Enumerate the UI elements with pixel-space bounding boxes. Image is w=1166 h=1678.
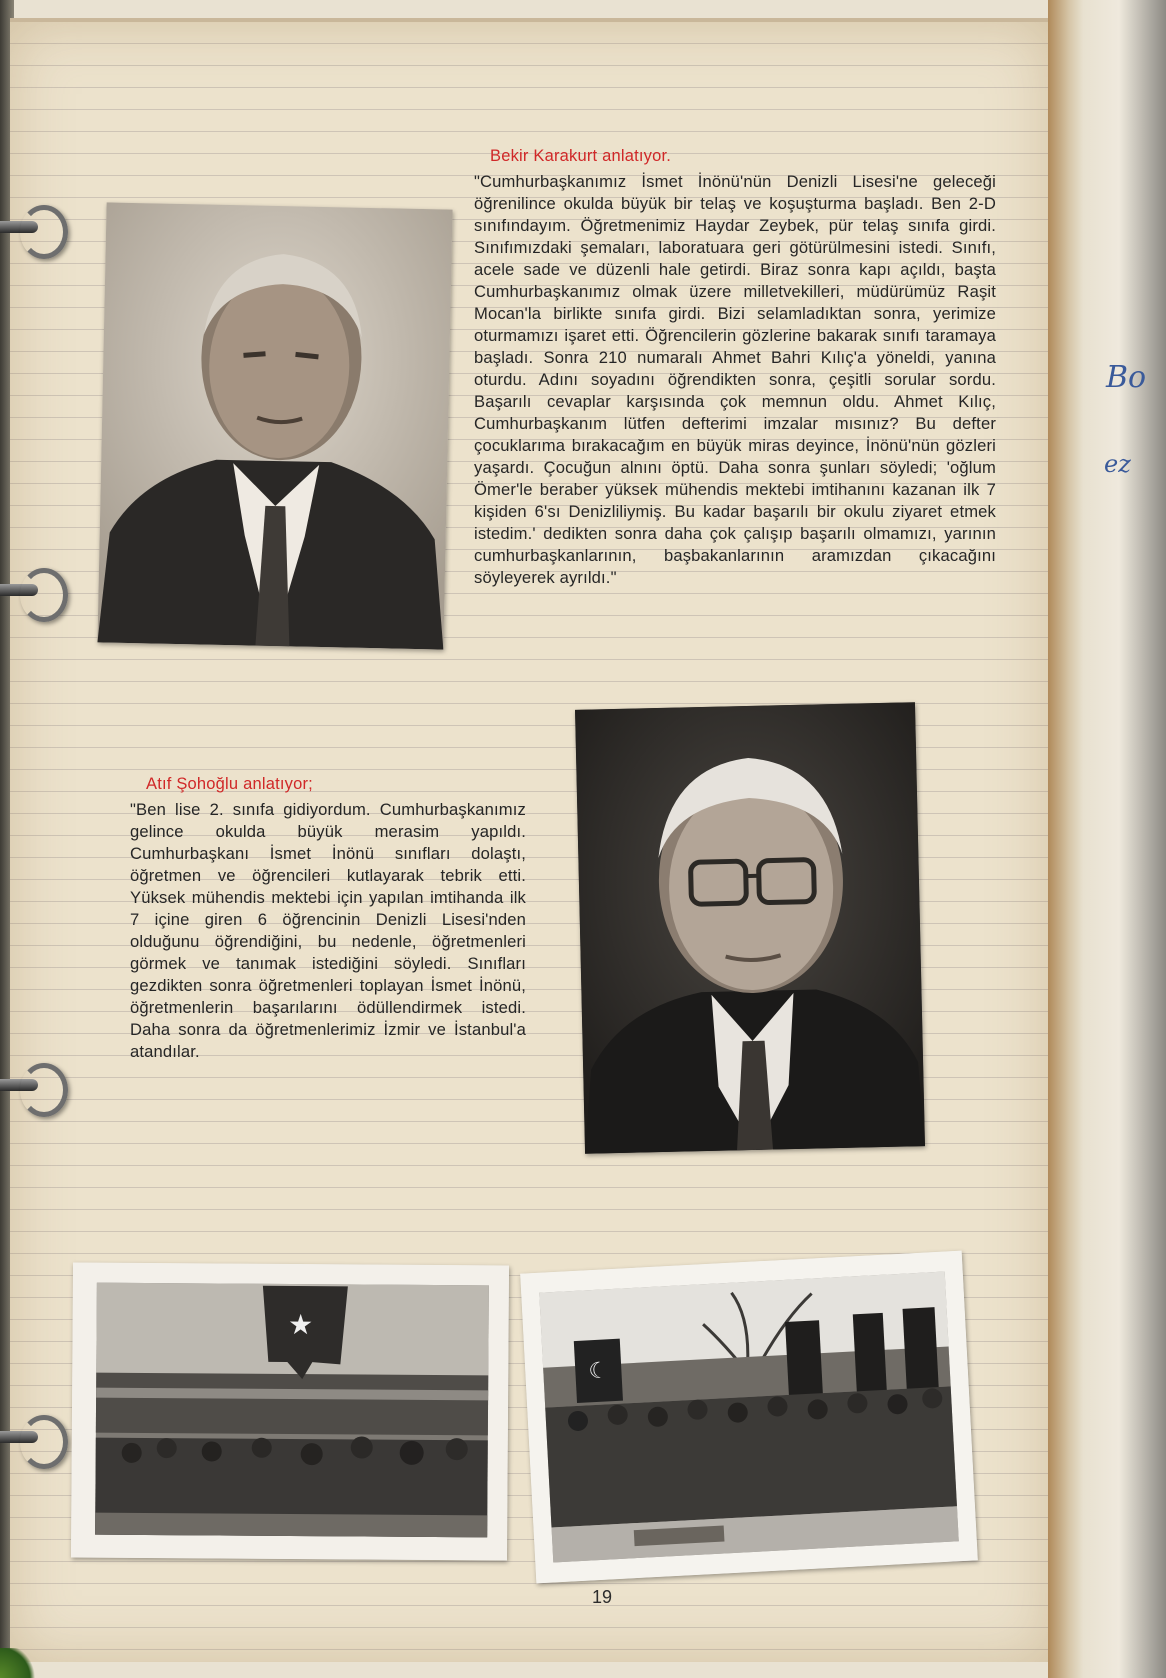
page-stack-edge <box>1048 0 1166 1678</box>
portrait-photo-icon <box>575 702 925 1154</box>
binder-ring-icon <box>0 205 62 251</box>
portrait-bekir-karakurt <box>97 202 452 649</box>
portrait-photo-icon <box>97 202 452 649</box>
portrait-atif-sohoglu <box>575 702 925 1154</box>
section-two-heading: Atıf Şohoğlu anlatıyor; <box>146 775 313 793</box>
binder-ring-icon <box>0 1063 62 1109</box>
section-one-heading: Bekir Karakurt anlatıyor. <box>490 147 672 165</box>
handwriting-mark: Bo <box>1106 360 1147 395</box>
binder-ring-icon <box>0 568 62 614</box>
crowd-photo-icon <box>520 1251 978 1584</box>
corner-leaf-decoration <box>0 1648 40 1678</box>
svg-text:☾: ☾ <box>587 1358 609 1385</box>
handwriting-mark: ez <box>1104 450 1131 478</box>
ceremony-photo-train-flag <box>71 1262 509 1560</box>
svg-text:★: ★ <box>287 1307 314 1342</box>
ceremony-photo-flags-crowd <box>520 1251 978 1584</box>
crowd-photo-icon <box>71 1262 509 1560</box>
section-two-body: "Ben lise 2. sınıfa gidiyordum. Cumhurbaşkanımız gelince okulda büyük merasim yapıldı. Cumhurbaşkanı İsmet İnönü sınıfları dolaştı, öğretmen ve öğrencileri kutlayarak tebrik etti. Yüksek mühendis mektebi için yapılan imtihanda ilk 7 içine giren 6 öğrencinin Denizli Lisesi'nden olduğunu öğrendiğini, bu nedenle, öğretmenleri görmek ve tanımak istediğini söyledi. Sınıfları gezdikten sonra öğretmenleri toplayan İsmet İnönü, öğretmenlerin başarılarını ödüllendirmek istedi. Daha sonra da öğretmenlerimiz İzmir ve İstanbul'a atandılar. <box>130 800 526 1061</box>
page-number: 19 <box>592 1587 613 1607</box>
section-one-body: "Cumhurbaşkanımız İsmet İnönü'nün Denizli Lisesi'ne geleceği öğrenilince okulda büyük bir telaş ve koşuşturma başladı. Ben 2-D sınıfındayım. Öğretmenimiz Haydar Zeybek, pür telaş sınıfa girdi. Sınıfımızdaki şemaları, laboratuara geri götürülmesini istedi. Sınıfı, acele sade ve düzenli hale getirdi. Biraz sonra kapı açıldı, başta Cumhurbaşkanımız olmak üzere milletvekilleri, müdürümüz Raşit Mocan'la birlikte sınıfa girdi. Bizi selamladıktan sonra, yerimize oturmamızı işaret etti. Öğrencilerin gözlerine bakarak sınıfı taramaya başladı. Sonra 210 numaralı Ahmet Bahri Kılıç'a yöneldi, yanına oturdu. Adını soyadını öğrendikten sonra, çeşitli sorular sordu. Başarılı cevaplar karşısında çok memnun oldu. Ahmet Kılıç, Cumhurbaşkanım lütfen defterimi imzalar mısınız? Bu defter çocuklarıma bırakacağım en büyük miras deyince, İnönü'nün gözleri yaşardı. Çocuğun alnını öptü. Daha sonra şunları söyledi; 'oğlum Ömer'le beraber yüksek mühendis mektebi imtihanını kazanan ilk 7 kişiden 6'sı Denizliliymiş. Bu kadar başarılı bir okulu ziyaret etmek istedim.' dedikten sonra daha çok çalışıp başarılı olmamızı, yarının cumhurbaşkanlarının, başbakanlarının aramızdan çıkacağını söyleyerek ayrıldı." <box>474 172 996 587</box>
binder-ring-icon <box>0 1415 62 1461</box>
